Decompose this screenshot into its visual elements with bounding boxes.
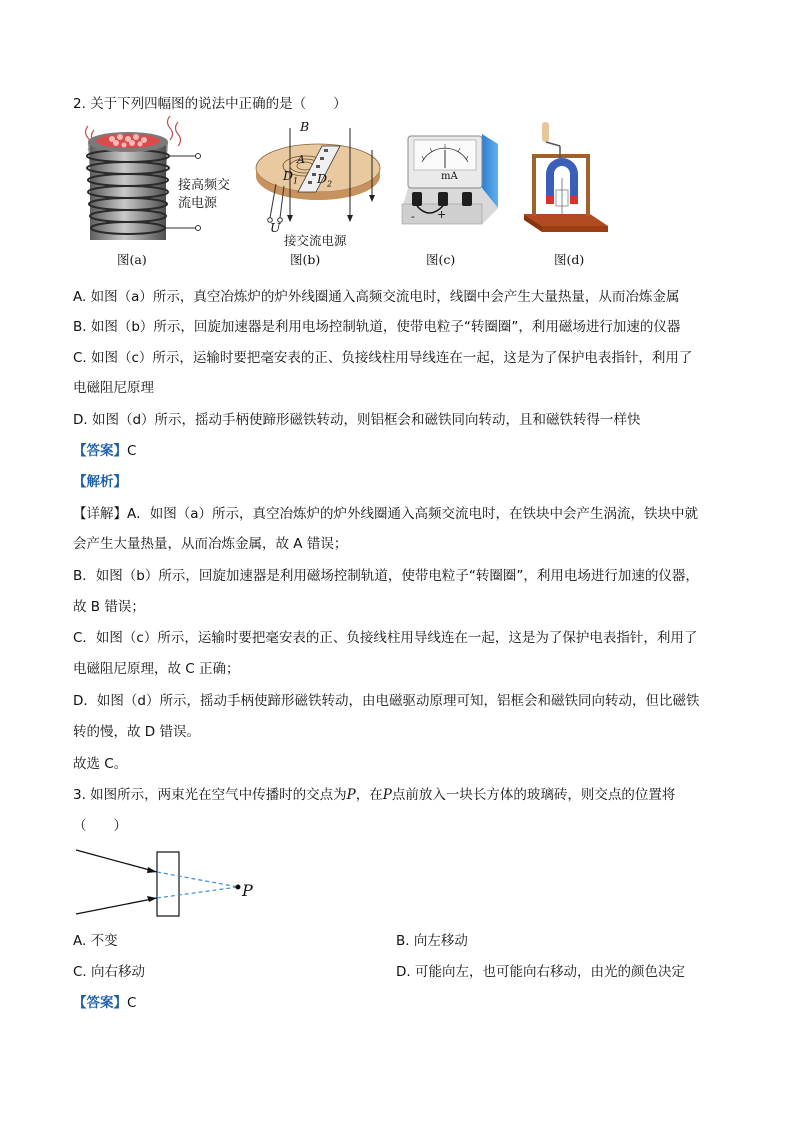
- figure-a-label-2: 流电源: [178, 196, 218, 211]
- q2-option-b: B. 如图（b）所示，回旋加速器是利用电场控制轨道，使带电粒子“转圈圈”，利用磁场进行加速的仪器: [73, 319, 681, 335]
- q2-analysis-tag: 【解析】: [73, 474, 127, 490]
- figure-c-milliammeter: [400, 130, 506, 234]
- q2-explanation-c-cont: 电磁阻尼原理，故 C 正确；: [73, 661, 240, 677]
- q2-option-c-cont: 电磁阻尼原理: [73, 380, 154, 396]
- figure-c-unit-label: mA: [441, 171, 458, 182]
- q2-explanation-b: B．如图（b）所示，回旋加速器是利用磁场控制轨道，使带电粒子“转圈圈”，利用电场进行加速的仪器，: [73, 568, 699, 584]
- figure-d-magnet-apparatus: [520, 118, 612, 234]
- q2-answer: 【答案】C: [73, 443, 137, 459]
- q2-option-d: D. 如图（d）所示，摇动手柄使蹄形磁铁转动，则铝框会和磁铁同向转动，且和磁铁转得一样快: [73, 412, 641, 428]
- q2-stem: 2. 关于下列四幅图的说法中正确的是（ ）: [73, 96, 347, 112]
- q3-point-p-label: P: [242, 881, 253, 900]
- q3-answer: 【答案】C: [73, 995, 137, 1011]
- q2-explanation-a-cont: 会产生大量热量，从而冶炼金属，故 A 错误；: [73, 536, 348, 552]
- q2-option-c: C. 如图（c）所示，运输时要把毫安表的正、负接线柱用导线连在一起，这是为了保护电表指针，利用了: [73, 350, 693, 366]
- figure-c-plus-label: +: [437, 208, 447, 221]
- q2-explanation-b-cont: 故 B 错误；: [73, 599, 145, 615]
- q3-stem: 3. 如图所示，两束光在空气中传播时的交点为P，在P点前放入一块长方体的玻璃砖，则交点的位置将: [73, 787, 676, 803]
- figure-b-D1-label: $D_1$: [283, 168, 299, 186]
- figure-c-minus-label: -: [411, 210, 415, 223]
- q2-explanation-d: D．如图（d）所示，摇动手柄使蹄形磁铁转动，由电磁驱动原理可知，铝框会和磁铁同向转动，但比磁铁: [73, 693, 700, 709]
- figure-c-caption: 图(c): [426, 252, 456, 267]
- q3-option-d: D. 可能向左，也可能向右移动，由光的颜色决定: [396, 964, 685, 980]
- figure-b-D2-label: $D_2$: [317, 171, 333, 189]
- q3-option-a: A. 不变: [73, 933, 118, 949]
- figure-b-B-label: B: [300, 119, 310, 134]
- q3-option-c: C. 向右移动: [73, 964, 146, 980]
- q3-option-b: B. 向左移动: [396, 933, 468, 949]
- q2-conclusion: 故选 C。: [73, 756, 128, 772]
- figure-a-caption: 图(a): [117, 252, 147, 267]
- figure-b-label: 接交流电源: [284, 233, 347, 248]
- q2-explanation-d-cont: 转的慢，故 D 错误。: [73, 724, 200, 740]
- q2-option-a: A. 如图（a）所示，真空冶炼炉的炉外线圈通入高频交流电时，线圈中会产生大量热量，从而冶炼金属: [73, 289, 680, 305]
- q3-stem-line2: （ ）: [73, 818, 127, 834]
- figure-b-U-label: U: [270, 220, 281, 235]
- q2-explanation-a: 【详解】A．如图（a）所示，真空冶炼炉的炉外线圈通入高频交流电时，在铁块中会产生涡流，铁块中就: [73, 506, 699, 522]
- figure-a-label-1: 接高频交: [178, 178, 231, 193]
- figure-b-caption: 图(b): [290, 252, 321, 267]
- q2-explanation-c: C．如图（c）所示，运输时要把毫安表的正、负接线柱用导线连在一起，这是为了保护电表指针，利用了: [73, 630, 698, 646]
- figure-b-A-label: A: [297, 153, 305, 166]
- figure-d-caption: 图(d): [554, 252, 585, 267]
